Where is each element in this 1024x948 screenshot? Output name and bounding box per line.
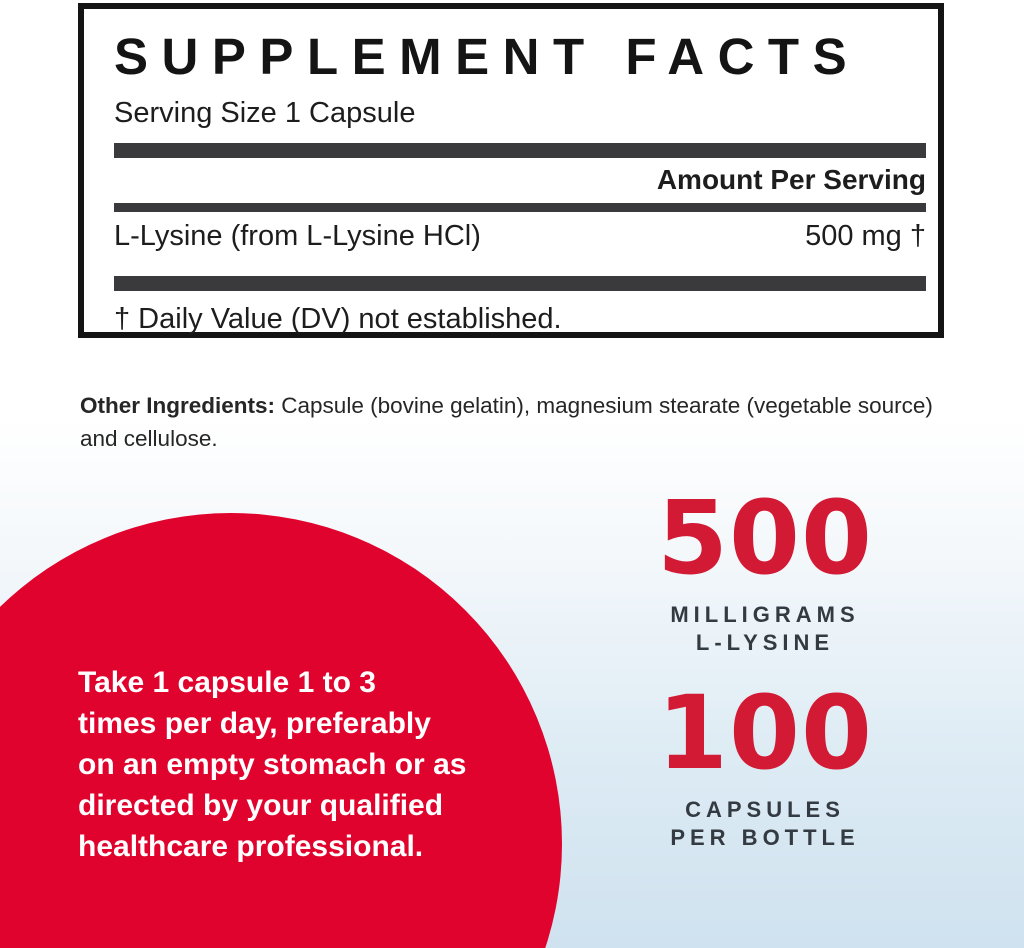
amount-per-serving-header: Amount Per Serving xyxy=(656,164,926,196)
usage-directions-line: times per day, preferably xyxy=(78,707,431,740)
stat-capsules-label-line: PER BOTTLE xyxy=(670,825,860,850)
ingredient-amount: 500 mg † xyxy=(805,220,926,253)
stat-capsules-value: 100 xyxy=(657,674,873,793)
stat-milligrams-label-line: MILLIGRAMS xyxy=(670,602,860,627)
usage-directions-line: directed by your qualified xyxy=(78,789,444,822)
supplement-facts-content xyxy=(84,9,938,336)
usage-directions-line: Take 1 capsule 1 to 3 xyxy=(78,666,376,699)
stat-milligrams-label xyxy=(565,601,965,657)
other-ingredients-paragraph xyxy=(80,389,966,455)
daily-value-footnote: † Daily Value (DV) not established. xyxy=(114,303,562,336)
stat-capsules xyxy=(565,674,965,852)
ingredient-name: L-Lysine (from L-Lysine HCl) xyxy=(114,220,481,253)
stat-capsules-label-line: CAPSULES xyxy=(685,797,845,822)
serving-size-text: Serving Size 1 Capsule xyxy=(114,97,416,130)
supplement-facts-panel xyxy=(78,3,944,338)
divider-bar-top xyxy=(114,143,926,158)
other-ingredients-text: Capsule (bovine gelatin), magnesium stearate (vegetable source) and cellulose. xyxy=(80,392,933,451)
stat-milligrams xyxy=(565,479,965,657)
stat-milligrams-value: 500 xyxy=(657,479,873,598)
usage-directions xyxy=(78,662,498,867)
supplement-facts-title: SUPPLEMENT FACTS xyxy=(114,28,861,85)
usage-directions-line: on an empty stomach or as xyxy=(78,748,467,781)
usage-directions-line: healthcare professional. xyxy=(78,830,424,863)
stat-milligrams-label-line: L-LYSINE xyxy=(695,630,835,655)
stat-capsules-label xyxy=(565,796,965,852)
other-ingredients-label: Other Ingredients: xyxy=(80,392,276,418)
divider-bar-middle xyxy=(114,203,926,212)
table-row xyxy=(114,212,926,263)
divider-bar-bottom xyxy=(114,276,926,291)
